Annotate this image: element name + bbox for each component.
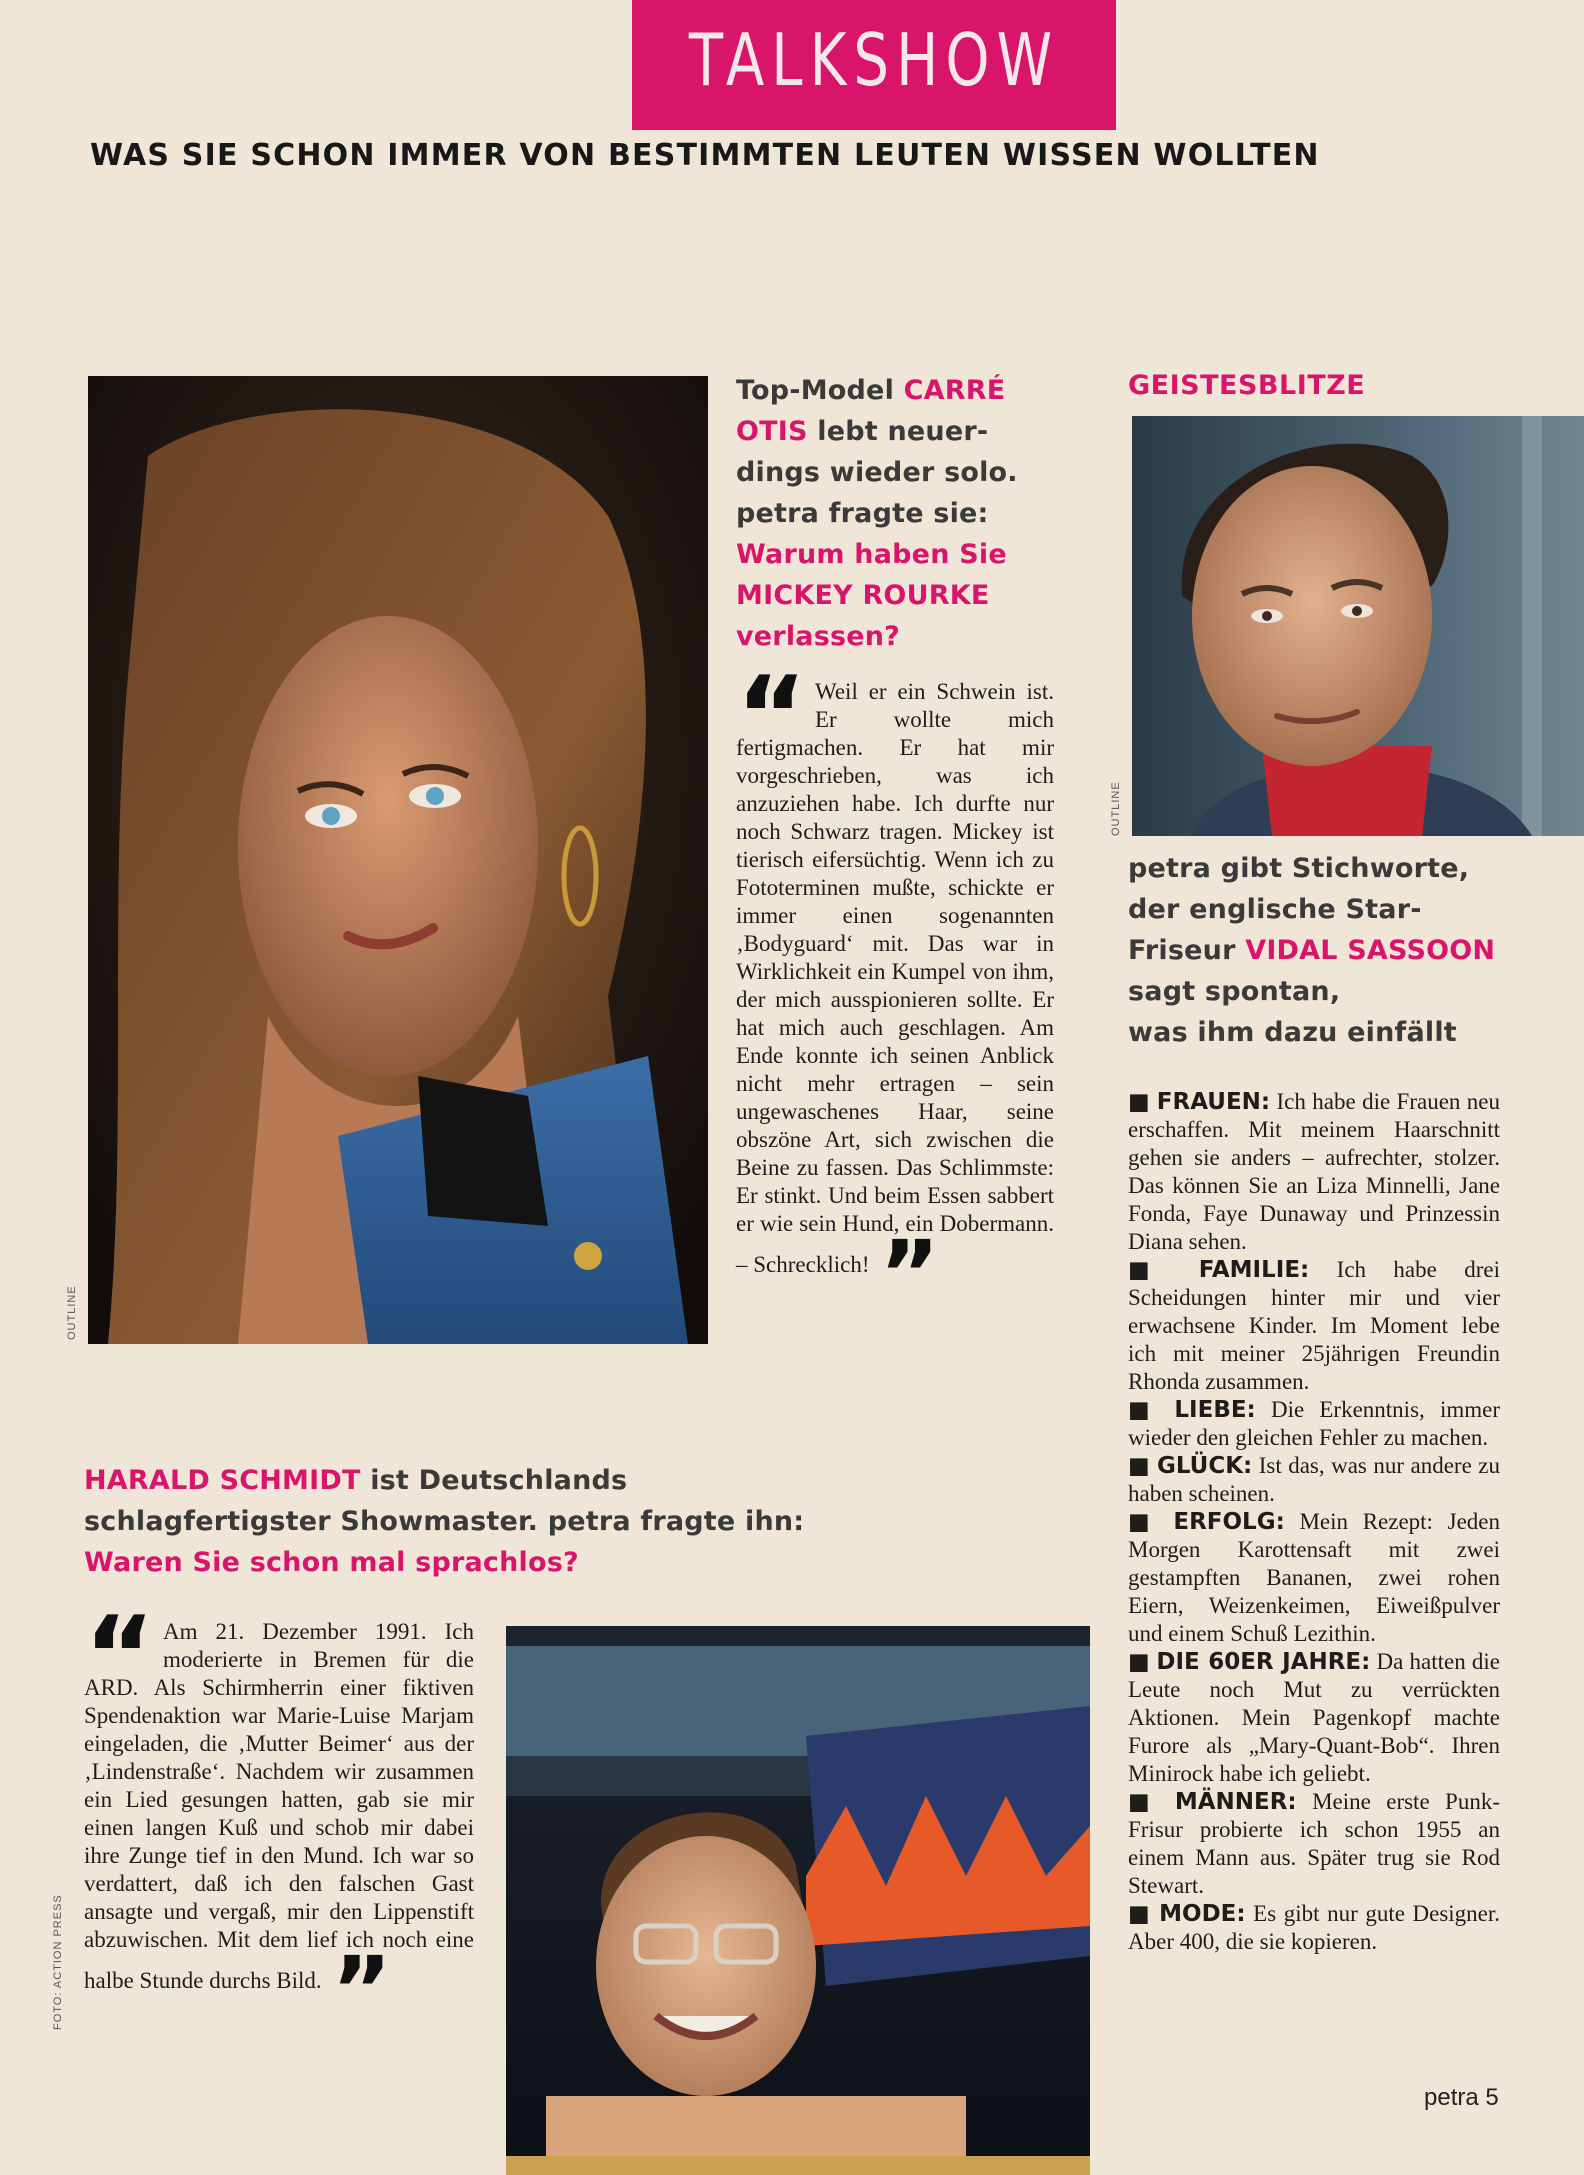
badge-title: TALKSHOW [688,18,1060,102]
entry-maenner [1128,1788,1500,1900]
entry-glueck [1128,1452,1500,1508]
sassoon-kicker-5: was ihm dazu einfällt [1128,1017,1457,1048]
schmidt-answer [84,1594,474,2044]
schmidt-kicker [84,1460,1084,1583]
entry-bullet-icon: ■ [1128,1453,1151,1479]
otis-question-3: verlassen? [736,621,901,652]
entry-liebe [1128,1396,1500,1452]
entry-text: Ich habe die Frauen neu erschaffen. Mit meinem Haarschnitt gehen sie anders – aufrechter, stolzer. Das können Sie an Liza Minnelli, Jane Fonda, Faye Dunaway und Prinzessin Diana sehen. [1128,1089,1501,1254]
entry-bullet-icon: ■ [1128,1257,1172,1283]
entry-term: FAMILIE: [1198,1257,1310,1283]
otis-question-1: Warum haben Sie [736,539,1007,570]
otis-question-2: MICKEY ROURKE [736,580,990,611]
entry-term: GLÜCK: [1156,1453,1253,1479]
entry-bullet-icon: ■ [1128,1649,1151,1675]
entry-mode [1128,1900,1500,1956]
entry-text: Meine erste Punk-Frisur probierte ich schon 1955 an einem Mann aus. Später trug sie Rod Stewart. [1128,1789,1501,1898]
otis-answer-lead: Weil er ein Schwein ist. Er wollte mich [814,679,1054,732]
otis-answer [736,654,1054,1328]
photo-credit-otis: OUTLINE [66,1285,78,1340]
otis-kicker-rest1: lebt neuer- [807,416,989,447]
schmidt-question: Waren Sie schon mal sprachlos? [84,1547,579,1578]
entry-bullet-icon: ■ [1128,1397,1160,1423]
section-badge [632,0,1116,130]
sassoon-kicker-3: Friseur [1128,935,1246,966]
entry-term: ERFOLG: [1173,1509,1285,1535]
entry-text: Es gibt nur gute Designer. Aber 400, die sie kopieren. [1128,1901,1501,1954]
entry-text: Ich habe drei Scheidungen hinter mir und vier erwachsene Kinder. Im Moment lebe ich mit meiner 25jährigen Freundin Rhonda zusammen. [1128,1257,1501,1394]
entry-bullet-icon: ■ [1128,1789,1160,1815]
portrait-image [1132,416,1584,836]
entry-term: MODE: [1159,1901,1246,1927]
portrait-photo-harald-schmidt [506,1626,1090,2175]
schmidt-kicker-rest2: schlagfertigster Showmaster. petra fragte ihn: [84,1506,805,1537]
entry-term: MÄNNER: [1174,1789,1297,1815]
otis-name-1: CARRÉ [903,375,1006,406]
entry-familie [1128,1256,1500,1396]
otis-kicker [736,370,1076,657]
entry-erfolg [1128,1508,1500,1648]
photo-credit-sassoon: OUTLINE [1110,781,1122,836]
quote-open-icon: “ [736,654,807,779]
entry-text: Die Erkenntnis, immer wieder den gleichen Fehler zu machen. [1128,1397,1501,1450]
portrait-photo-vidal-sassoon [1132,416,1584,836]
entry-frauen [1128,1088,1500,1256]
page-number: petra 5 [1424,2084,1499,2111]
sassoon-name: VIDAL SASSOON [1245,935,1496,966]
entry-term: FRAUEN: [1156,1089,1271,1115]
quote-open-icon: “ [84,1594,155,1719]
entry-bullet-icon: ■ [1128,1089,1151,1115]
sassoon-kicker [1128,848,1568,1053]
sassoon-entries [1128,1088,1500,1956]
otis-kicker-rest2: dings wieder solo. [736,457,1018,488]
entry-term: LIEBE: [1174,1397,1256,1423]
otis-answer-text: fertigmachen. Er hat mir vorgeschrieben, was ich anzuziehen habe. Ich durfte nur noch Schwarz tragen. Mickey ist tierisch eifersüchtig. Wenn ich zu Fototerminen mußte, schickte er immer einen sogenannten ‚Bodyguard‘ mit. Das war in Wirklichkeit ein Kumpel von ihm, der mich ausspionieren sollte. Er hat mich auch geschlagen. Am Ende konnte ich seinen Anblick nicht mehr ertragen – sein ungewaschenes Haar, seine obszöne Art, sich zwischen die Beine zu fassen. Das Schlimmste: Er stinkt. Und beim Essen sabbert er wie sein Hund, ein Dobermann. – Schrecklich! [736,735,1054,1277]
schmidt-name: HARALD SCHMIDT [84,1465,361,1496]
portrait-image [88,376,708,1344]
otis-kicker-prefix: Top-Model [736,375,895,406]
schmidt-kicker-rest1: ist Deutschlands [360,1465,628,1496]
entry-text: Ist das, was nur andere zu haben scheinen. [1128,1453,1500,1506]
otis-name-2: OTIS [736,416,808,447]
portrait-image [506,1626,1090,2175]
entry-text: Da hatten die Leute noch Mut zu verrückten Aktionen. Mein Pagenkopf machte Furore als „Mary-Quant-Bob“. Ihren Minirock habe ich geliebt. [1128,1649,1501,1786]
geistesblitze-heading: GEISTESBLITZE [1128,370,1366,401]
photo-credit-schmidt: FOTO: ACTION PRESS [52,1894,64,2030]
sassoon-kicker-4: sagt spontan, [1128,976,1341,1007]
entry-text: Mein Rezept: Jeden Morgen Karottensaft mit zwei gestampften Bananen, zwei rohen Eiern, Weizenkeimen, Eiweißpulver und einem Schuß Lezithin. [1128,1509,1501,1646]
otis-kicker-rest3: petra fragte sie: [736,498,989,529]
entry-bullet-icon: ■ [1128,1901,1152,1927]
entry-bullet-icon: ■ [1128,1509,1159,1535]
quote-close-icon: ” [331,1937,392,2044]
entry-60er-jahre [1128,1648,1500,1788]
quote-close-icon: ” [879,1221,940,1328]
portrait-photo-carre-otis [88,376,708,1344]
page-subtitle: WAS SIE SCHON IMMER VON BESTIMMTEN LEUTEN WISSEN WOLLTEN [90,138,1320,173]
schmidt-answer-text: Am 21. Dezember 1991. Ich moderierte in Bremen für die ARD. Als Schirmherrin einer fiktiven Spendenaktion war Marie-Luise Marjam eingeladen, die ‚Mutter Beimer‘ aus der ‚Lindenstraße‘. Nachdem wir zusammen ein Lied gesungen hatten, gab sie mir einen langen Kuß und schob mir dabei ihre Zunge tief in den Mund. Ich war so verdattert, daß ich den falschen Gast ansagte und vergaß, mir den Lippenstift abzuwischen. Mit dem lief ich noch eine halbe Stunde durchs Bild. [84,1619,474,1993]
sassoon-kicker-1: petra gibt Stichworte, [1128,853,1470,884]
sassoon-kicker-2: der englische Star- [1128,894,1422,925]
entry-term: DIE 60ER JAHRE: [1156,1649,1371,1675]
